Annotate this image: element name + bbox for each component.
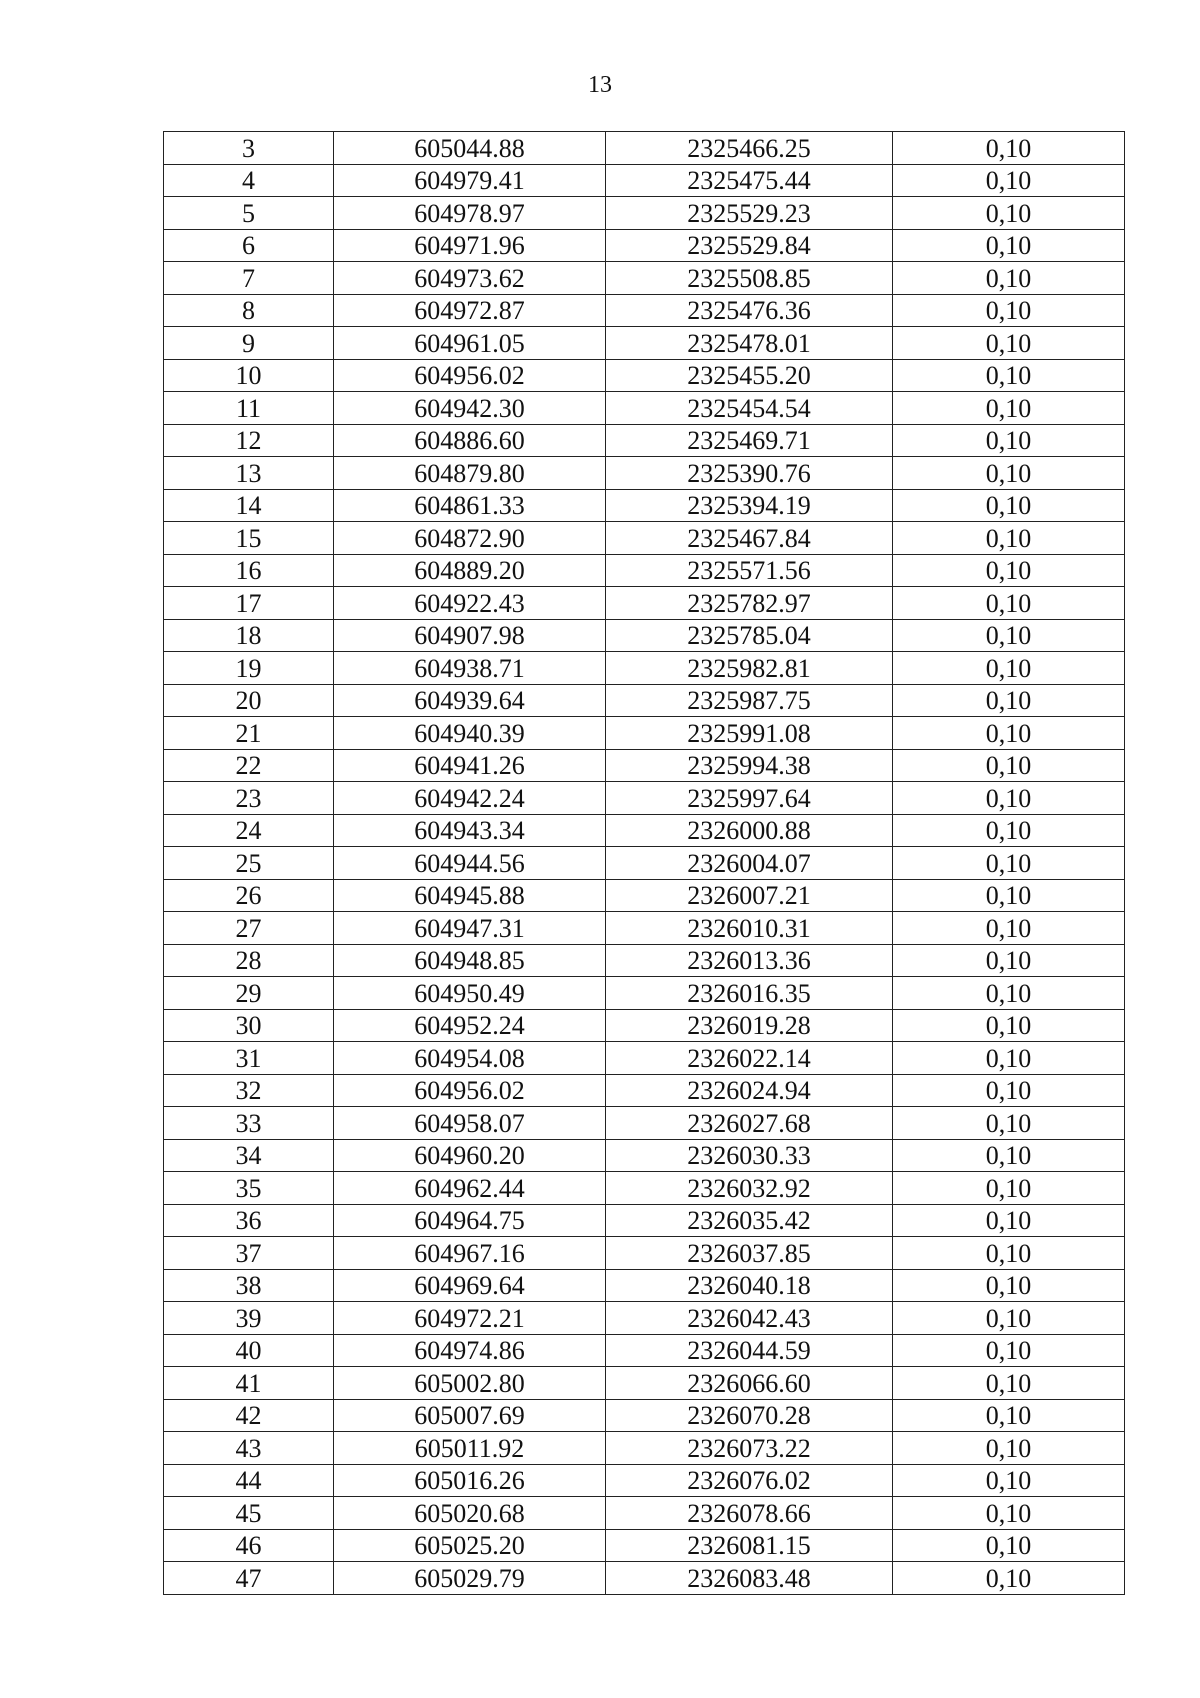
table-row <box>164 164 1125 197</box>
accuracy-cell: 0,10 <box>893 652 1125 685</box>
table-row <box>164 1172 1125 1205</box>
x-coordinate-cell: 604973.62 <box>334 262 606 295</box>
accuracy-cell: 0,10 <box>893 587 1125 620</box>
x-coordinate-cell: 604886.60 <box>334 424 606 457</box>
accuracy-cell: 0,10 <box>893 294 1125 327</box>
y-coordinate-cell: 2325508.85 <box>606 262 893 295</box>
y-coordinate-cell: 2326078.66 <box>606 1497 893 1530</box>
point-number-cell: 22 <box>164 749 334 782</box>
x-coordinate-cell: 605020.68 <box>334 1497 606 1530</box>
table-row <box>164 1204 1125 1237</box>
table-row <box>164 294 1125 327</box>
point-number-cell: 9 <box>164 327 334 360</box>
point-number-cell: 40 <box>164 1334 334 1367</box>
accuracy-cell: 0,10 <box>893 1204 1125 1237</box>
accuracy-cell: 0,10 <box>893 132 1125 165</box>
y-coordinate-cell: 2326030.33 <box>606 1139 893 1172</box>
table-row <box>164 359 1125 392</box>
table-row <box>164 132 1125 165</box>
table-row <box>164 1399 1125 1432</box>
accuracy-cell: 0,10 <box>893 684 1125 717</box>
y-coordinate-cell: 2325467.84 <box>606 522 893 555</box>
y-coordinate-cell: 2326044.59 <box>606 1334 893 1367</box>
table-row <box>164 554 1125 587</box>
table-row <box>164 1464 1125 1497</box>
x-coordinate-cell: 604971.96 <box>334 229 606 262</box>
x-coordinate-cell: 604941.26 <box>334 749 606 782</box>
x-coordinate-cell: 604938.71 <box>334 652 606 685</box>
point-number-cell: 10 <box>164 359 334 392</box>
y-coordinate-cell: 2325478.01 <box>606 327 893 360</box>
y-coordinate-cell: 2325469.71 <box>606 424 893 457</box>
y-coordinate-cell: 2325997.64 <box>606 782 893 815</box>
y-coordinate-cell: 2325394.19 <box>606 489 893 522</box>
accuracy-cell: 0,10 <box>893 229 1125 262</box>
point-number-cell: 47 <box>164 1562 334 1595</box>
point-number-cell: 13 <box>164 457 334 490</box>
x-coordinate-cell: 605002.80 <box>334 1367 606 1400</box>
accuracy-cell: 0,10 <box>893 1269 1125 1302</box>
accuracy-cell: 0,10 <box>893 1172 1125 1205</box>
x-coordinate-cell: 604940.39 <box>334 717 606 750</box>
table-row <box>164 392 1125 425</box>
x-coordinate-cell: 604907.98 <box>334 619 606 652</box>
accuracy-cell: 0,10 <box>893 1237 1125 1270</box>
point-number-cell: 39 <box>164 1302 334 1335</box>
x-coordinate-cell: 604979.41 <box>334 164 606 197</box>
x-coordinate-cell: 604967.16 <box>334 1237 606 1270</box>
table-row <box>164 1302 1125 1335</box>
coordinates-table-body <box>164 132 1125 1595</box>
y-coordinate-cell: 2326042.43 <box>606 1302 893 1335</box>
point-number-cell: 44 <box>164 1464 334 1497</box>
point-number-cell: 11 <box>164 392 334 425</box>
x-coordinate-cell: 605016.26 <box>334 1464 606 1497</box>
y-coordinate-cell: 2326081.15 <box>606 1529 893 1562</box>
table-row <box>164 1139 1125 1172</box>
table-row <box>164 587 1125 620</box>
accuracy-cell: 0,10 <box>893 554 1125 587</box>
table-row <box>164 229 1125 262</box>
x-coordinate-cell: 604942.30 <box>334 392 606 425</box>
x-coordinate-cell: 604861.33 <box>334 489 606 522</box>
y-coordinate-cell: 2326066.60 <box>606 1367 893 1400</box>
accuracy-cell: 0,10 <box>893 847 1125 880</box>
x-coordinate-cell: 605011.92 <box>334 1432 606 1465</box>
point-number-cell: 18 <box>164 619 334 652</box>
point-number-cell: 17 <box>164 587 334 620</box>
accuracy-cell: 0,10 <box>893 1302 1125 1335</box>
y-coordinate-cell: 2325529.84 <box>606 229 893 262</box>
table-row <box>164 1334 1125 1367</box>
x-coordinate-cell: 604950.49 <box>334 977 606 1010</box>
point-number-cell: 4 <box>164 164 334 197</box>
y-coordinate-cell: 2326022.14 <box>606 1042 893 1075</box>
x-coordinate-cell: 604879.80 <box>334 457 606 490</box>
accuracy-cell: 0,10 <box>893 1432 1125 1465</box>
accuracy-cell: 0,10 <box>893 1399 1125 1432</box>
y-coordinate-cell: 2326076.02 <box>606 1464 893 1497</box>
y-coordinate-cell: 2326083.48 <box>606 1562 893 1595</box>
point-number-cell: 28 <box>164 944 334 977</box>
y-coordinate-cell: 2325466.25 <box>606 132 893 165</box>
x-coordinate-cell: 604972.87 <box>334 294 606 327</box>
accuracy-cell: 0,10 <box>893 1562 1125 1595</box>
y-coordinate-cell: 2326027.68 <box>606 1107 893 1140</box>
y-coordinate-cell: 2325991.08 <box>606 717 893 750</box>
point-number-cell: 21 <box>164 717 334 750</box>
x-coordinate-cell: 604943.34 <box>334 814 606 847</box>
y-coordinate-cell: 2326073.22 <box>606 1432 893 1465</box>
accuracy-cell: 0,10 <box>893 717 1125 750</box>
point-number-cell: 20 <box>164 684 334 717</box>
point-number-cell: 41 <box>164 1367 334 1400</box>
x-coordinate-cell: 604954.08 <box>334 1042 606 1075</box>
table-row <box>164 424 1125 457</box>
y-coordinate-cell: 2325476.36 <box>606 294 893 327</box>
table-row <box>164 197 1125 230</box>
table-row <box>164 717 1125 750</box>
x-coordinate-cell: 605025.20 <box>334 1529 606 1562</box>
point-number-cell: 16 <box>164 554 334 587</box>
table-row <box>164 912 1125 945</box>
x-coordinate-cell: 604889.20 <box>334 554 606 587</box>
x-coordinate-cell: 604958.07 <box>334 1107 606 1140</box>
table-row <box>164 652 1125 685</box>
x-coordinate-cell: 604974.86 <box>334 1334 606 1367</box>
y-coordinate-cell: 2326024.94 <box>606 1074 893 1107</box>
point-number-cell: 33 <box>164 1107 334 1140</box>
point-number-cell: 26 <box>164 879 334 912</box>
point-number-cell: 29 <box>164 977 334 1010</box>
point-number-cell: 19 <box>164 652 334 685</box>
x-coordinate-cell: 604969.64 <box>334 1269 606 1302</box>
accuracy-cell: 0,10 <box>893 197 1125 230</box>
y-coordinate-cell: 2326019.28 <box>606 1009 893 1042</box>
x-coordinate-cell: 604978.97 <box>334 197 606 230</box>
y-coordinate-cell: 2325571.56 <box>606 554 893 587</box>
table-row <box>164 847 1125 880</box>
x-coordinate-cell: 604944.56 <box>334 847 606 880</box>
accuracy-cell: 0,10 <box>893 164 1125 197</box>
accuracy-cell: 0,10 <box>893 1334 1125 1367</box>
accuracy-cell: 0,10 <box>893 1009 1125 1042</box>
x-coordinate-cell: 604972.21 <box>334 1302 606 1335</box>
table-row <box>164 814 1125 847</box>
table-row <box>164 489 1125 522</box>
table-row <box>164 1009 1125 1042</box>
y-coordinate-cell: 2325994.38 <box>606 749 893 782</box>
table-row <box>164 749 1125 782</box>
point-number-cell: 6 <box>164 229 334 262</box>
point-number-cell: 14 <box>164 489 334 522</box>
x-coordinate-cell: 604960.20 <box>334 1139 606 1172</box>
y-coordinate-cell: 2326032.92 <box>606 1172 893 1205</box>
y-coordinate-cell: 2326010.31 <box>606 912 893 945</box>
x-coordinate-cell: 605044.88 <box>334 132 606 165</box>
accuracy-cell: 0,10 <box>893 912 1125 945</box>
accuracy-cell: 0,10 <box>893 782 1125 815</box>
table-row <box>164 262 1125 295</box>
x-coordinate-cell: 605007.69 <box>334 1399 606 1432</box>
point-number-cell: 38 <box>164 1269 334 1302</box>
y-coordinate-cell: 2325782.97 <box>606 587 893 620</box>
x-coordinate-cell: 604945.88 <box>334 879 606 912</box>
x-coordinate-cell: 604942.24 <box>334 782 606 815</box>
point-number-cell: 46 <box>164 1529 334 1562</box>
accuracy-cell: 0,10 <box>893 1042 1125 1075</box>
point-number-cell: 37 <box>164 1237 334 1270</box>
point-number-cell: 34 <box>164 1139 334 1172</box>
y-coordinate-cell: 2325982.81 <box>606 652 893 685</box>
y-coordinate-cell: 2326035.42 <box>606 1204 893 1237</box>
page-number: 13 <box>588 72 612 98</box>
point-number-cell: 27 <box>164 912 334 945</box>
table-row <box>164 1529 1125 1562</box>
accuracy-cell: 0,10 <box>893 1107 1125 1140</box>
point-number-cell: 32 <box>164 1074 334 1107</box>
table-row <box>164 1497 1125 1530</box>
point-number-cell: 45 <box>164 1497 334 1530</box>
table-row <box>164 1367 1125 1400</box>
table-row <box>164 782 1125 815</box>
accuracy-cell: 0,10 <box>893 1074 1125 1107</box>
x-coordinate-cell: 604956.02 <box>334 1074 606 1107</box>
table-row <box>164 522 1125 555</box>
accuracy-cell: 0,10 <box>893 619 1125 652</box>
accuracy-cell: 0,10 <box>893 327 1125 360</box>
y-coordinate-cell: 2325529.23 <box>606 197 893 230</box>
point-number-cell: 23 <box>164 782 334 815</box>
accuracy-cell: 0,10 <box>893 944 1125 977</box>
accuracy-cell: 0,10 <box>893 489 1125 522</box>
y-coordinate-cell: 2325987.75 <box>606 684 893 717</box>
x-coordinate-cell: 604964.75 <box>334 1204 606 1237</box>
y-coordinate-cell: 2326070.28 <box>606 1399 893 1432</box>
point-number-cell: 3 <box>164 132 334 165</box>
point-number-cell: 12 <box>164 424 334 457</box>
x-coordinate-cell: 605029.79 <box>334 1562 606 1595</box>
point-number-cell: 25 <box>164 847 334 880</box>
table-row <box>164 879 1125 912</box>
x-coordinate-cell: 604948.85 <box>334 944 606 977</box>
accuracy-cell: 0,10 <box>893 1464 1125 1497</box>
accuracy-cell: 0,10 <box>893 1529 1125 1562</box>
y-coordinate-cell: 2326000.88 <box>606 814 893 847</box>
x-coordinate-cell: 604952.24 <box>334 1009 606 1042</box>
point-number-cell: 15 <box>164 522 334 555</box>
point-number-cell: 24 <box>164 814 334 847</box>
y-coordinate-cell: 2326016.35 <box>606 977 893 1010</box>
point-number-cell: 42 <box>164 1399 334 1432</box>
accuracy-cell: 0,10 <box>893 457 1125 490</box>
point-number-cell: 5 <box>164 197 334 230</box>
point-number-cell: 43 <box>164 1432 334 1465</box>
accuracy-cell: 0,10 <box>893 1139 1125 1172</box>
y-coordinate-cell: 2325475.44 <box>606 164 893 197</box>
table-row <box>164 457 1125 490</box>
table-row <box>164 1269 1125 1302</box>
table-row <box>164 619 1125 652</box>
point-number-cell: 31 <box>164 1042 334 1075</box>
accuracy-cell: 0,10 <box>893 522 1125 555</box>
accuracy-cell: 0,10 <box>893 1497 1125 1530</box>
table-row <box>164 1432 1125 1465</box>
accuracy-cell: 0,10 <box>893 424 1125 457</box>
table-row <box>164 1237 1125 1270</box>
x-coordinate-cell: 604956.02 <box>334 359 606 392</box>
y-coordinate-cell: 2325390.76 <box>606 457 893 490</box>
point-number-cell: 7 <box>164 262 334 295</box>
accuracy-cell: 0,10 <box>893 359 1125 392</box>
y-coordinate-cell: 2326037.85 <box>606 1237 893 1270</box>
point-number-cell: 8 <box>164 294 334 327</box>
coordinates-table <box>163 131 1125 1595</box>
accuracy-cell: 0,10 <box>893 879 1125 912</box>
accuracy-cell: 0,10 <box>893 262 1125 295</box>
y-coordinate-cell: 2326013.36 <box>606 944 893 977</box>
point-number-cell: 35 <box>164 1172 334 1205</box>
point-number-cell: 36 <box>164 1204 334 1237</box>
point-number-cell: 30 <box>164 1009 334 1042</box>
y-coordinate-cell: 2325454.54 <box>606 392 893 425</box>
table-row <box>164 977 1125 1010</box>
y-coordinate-cell: 2326040.18 <box>606 1269 893 1302</box>
table-row <box>164 327 1125 360</box>
x-coordinate-cell: 604961.05 <box>334 327 606 360</box>
accuracy-cell: 0,10 <box>893 1367 1125 1400</box>
accuracy-cell: 0,10 <box>893 392 1125 425</box>
y-coordinate-cell: 2326004.07 <box>606 847 893 880</box>
table-row <box>164 944 1125 977</box>
x-coordinate-cell: 604872.90 <box>334 522 606 555</box>
accuracy-cell: 0,10 <box>893 814 1125 847</box>
table-row <box>164 1042 1125 1075</box>
x-coordinate-cell: 604962.44 <box>334 1172 606 1205</box>
table-row <box>164 684 1125 717</box>
accuracy-cell: 0,10 <box>893 749 1125 782</box>
table-row <box>164 1562 1125 1595</box>
y-coordinate-cell: 2325455.20 <box>606 359 893 392</box>
y-coordinate-cell: 2326007.21 <box>606 879 893 912</box>
accuracy-cell: 0,10 <box>893 977 1125 1010</box>
x-coordinate-cell: 604947.31 <box>334 912 606 945</box>
y-coordinate-cell: 2325785.04 <box>606 619 893 652</box>
table-row <box>164 1107 1125 1140</box>
x-coordinate-cell: 604939.64 <box>334 684 606 717</box>
table-row <box>164 1074 1125 1107</box>
x-coordinate-cell: 604922.43 <box>334 587 606 620</box>
